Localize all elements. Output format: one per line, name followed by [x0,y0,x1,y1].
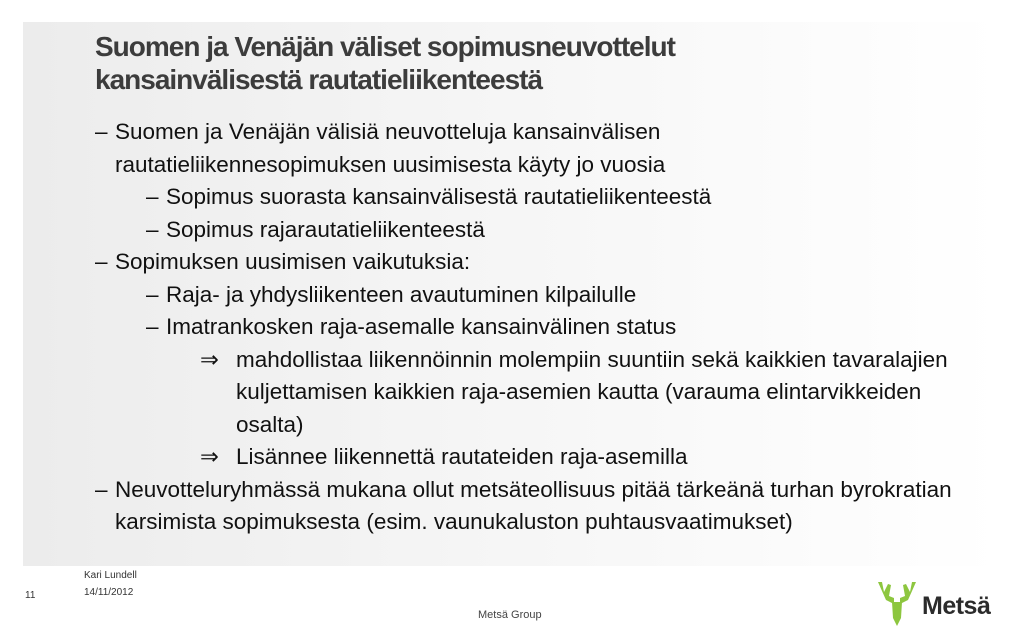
dash-marker: – [146,184,159,209]
implies-arrow-icon: ⇒ [200,444,219,469]
title-line-1: Suomen ja Venäjän väliset sopimusneuvottelut [95,31,675,62]
bullet-text: mahdollistaa liikennöinnin molempiin suuntiin sekä kaikkien tavaralajien kuljettamisen kaikkien raja-asemien kautta (varauma elintarvikkeiden osalta) [236,346,948,437]
bullet-item [0,344,1000,442]
implies-arrow-icon: ⇒ [200,346,219,372]
bullet-item [0,214,1000,247]
bullet-text: Neuvotteluryhmässä mukana ollut metsäteollisuus pitää tärkeänä turhan byrokratian karsimista sopimuksesta (esim. vaunukaluston puhtausvaatimukset) [115,476,952,534]
footer-author: Kari Lundell [84,570,137,581]
dash-marker: – [95,119,108,144]
bullet-item [0,311,1000,344]
dash-marker: – [146,216,159,242]
title-line-2: kansainvälisestä rautatieliikenteestä [95,64,543,95]
slide-title [95,30,975,96]
moose-antler-icon [872,578,922,628]
bullet-text: Imatrankosken raja-asemalle kansainvälinen status [166,314,677,339]
bullet-text: Raja- ja yhdysliikenteen avautuminen kilpailulle [166,281,637,307]
bullet-item [0,279,1000,312]
bullet-item [0,474,1000,539]
metsa-logo [872,578,1012,628]
dash-marker: – [146,281,159,307]
footer-company: Metsä Group [478,609,542,621]
bullet-item [0,441,1000,474]
bullet-text: Sopimus suorasta kansainvälisestä rautatieliikenteestä [166,184,712,209]
footer-date: 14/11/2012 [84,587,134,598]
bullet-item [0,116,1000,181]
bullet-item [0,246,1000,279]
bullet-text: Sopimuksen uusimisen vaikutuksia: [115,249,471,274]
dash-marker: – [95,476,108,502]
bullet-text: Sopimus rajarautatieliikenteestä [166,216,485,242]
logo-wordmark: Metsä [922,592,991,620]
bullet-item [0,181,1000,214]
bullet-text: Lisännee liikennettä rautateiden raja-asemilla [236,444,688,469]
dash-marker: – [146,314,159,339]
page-number: 11 [25,590,36,601]
bullet-text: Suomen ja Venäjän välisiä neuvotteluja kansainvälisen rautatieliikennesopimuksen uusimisesta käyty jo vuosia [115,119,666,177]
bullet-list [0,116,1000,539]
dash-marker: – [95,249,108,274]
